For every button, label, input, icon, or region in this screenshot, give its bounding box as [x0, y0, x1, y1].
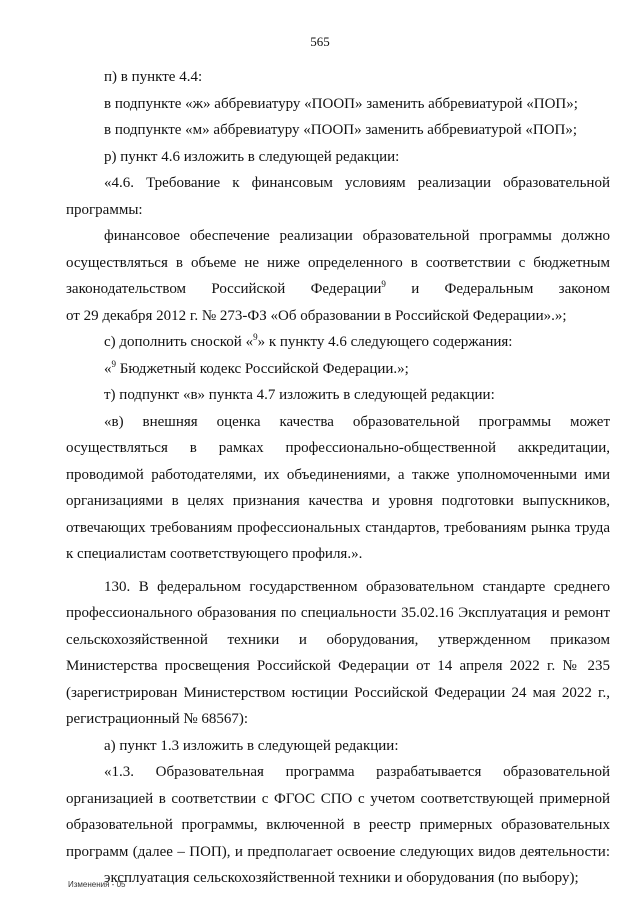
text-line: (зарегистрирован Министерством юстиции Российской Федерации 24 мая 2022 г.,	[66, 684, 610, 701]
text-line: организациями в целях признания качества и уровня подготовки выпускников,	[66, 493, 610, 509]
text-line: 130. В федеральном государственном образовательном стандарте среднего	[104, 578, 610, 595]
text-line: «1.3. Образовательная программа разрабатывается образовательной	[104, 764, 610, 780]
text-line: осуществляться в объеме не ниже определенного в соответствии с бюджетным	[66, 254, 610, 271]
text-line: п) в пункте 4.4:	[104, 69, 203, 85]
text-line: а) пункт 1.3 изложить в следующей редакции:	[104, 737, 399, 754]
text-line: осуществляться в рамках профессионально-общественной аккредитации,	[66, 440, 610, 456]
text-line: образовательной программы, включенной в реестр примерных образовательных	[66, 817, 610, 833]
text-line: отвечающих требованиям профессиональных стандартов, требованиям рынка труда	[66, 519, 610, 536]
footnote-marker: 9	[111, 358, 116, 369]
footer-note: Изменения - 05	[68, 880, 126, 889]
text-line: р) пункт 4.6 изложить в следующей редакции:	[104, 148, 400, 165]
text-line: финансовое обеспечение реализации образовательной программы должно	[104, 228, 610, 244]
text-line: от 29 декабря 2012 г. № 273-ФЗ «Об образовании в Российской Федерации».»;	[66, 307, 567, 324]
page-number: 565	[310, 34, 330, 49]
text-fragment: с) дополнить сноской «	[104, 334, 254, 350]
text-line: к специалистам соответствующего профиля.».	[66, 546, 363, 562]
text-line: «в) внешняя оценка качества образовательной программы может	[104, 413, 610, 430]
text-line: в подпункте «м» аббревиатуру «ПООП» заменить аббревиатурой «ПОП»;	[104, 122, 578, 138]
text-fragment: Бюджетный кодекс Российской Федерации.»;	[116, 360, 409, 377]
text-line: организацией в соответствии с ФГОС СПО с учетом соответствующей примерной	[66, 790, 610, 807]
text-line: проводимой работодателями, их объединениями, а также уполномоченными ими	[66, 466, 610, 483]
text-line: регистрационный № 68567):	[66, 711, 249, 727]
text-fragment: законодательством Российской Федерации	[66, 281, 382, 297]
text-line: программ (далее – ПОП), и предполагает освоение следующих видов деятельности:	[66, 843, 610, 860]
footnote-marker: 9	[253, 332, 258, 342]
text-fragment: и Федеральным законом	[385, 281, 610, 297]
text-line: «4.6. Требование к финансовым условиям реализации образовательной	[104, 175, 610, 191]
text-line	[66, 329, 610, 356]
text-line: профессионального образования по специальности 35.02.16 Эксплуатация и ремонт	[66, 605, 610, 621]
text-fragment: «	[104, 360, 112, 377]
text-line	[66, 356, 610, 383]
text-line: в подпункте «ж» аббревиатуру «ПООП» заменить аббревиатурой «ПОП»;	[104, 95, 578, 112]
footnote-marker: 9	[381, 279, 386, 289]
text-line: программы:	[66, 201, 143, 218]
document-body	[66, 64, 610, 892]
text-line: сельскохозяйственной техники и оборудования, утвержденном приказом	[66, 631, 610, 648]
text-line: т) подпункт «в» пункта 4.7 изложить в следующей редакции:	[104, 387, 495, 403]
text-line: эксплуатация сельскохозяйственной техники и оборудования (по выбору);	[104, 870, 579, 886]
text-fragment: » к пункту 4.6 следующего содержания:	[257, 334, 513, 350]
text-line: Министерства просвещения Российской Федерации от 14 апреля 2022 г. № 235	[66, 658, 610, 674]
text-line	[66, 276, 610, 303]
